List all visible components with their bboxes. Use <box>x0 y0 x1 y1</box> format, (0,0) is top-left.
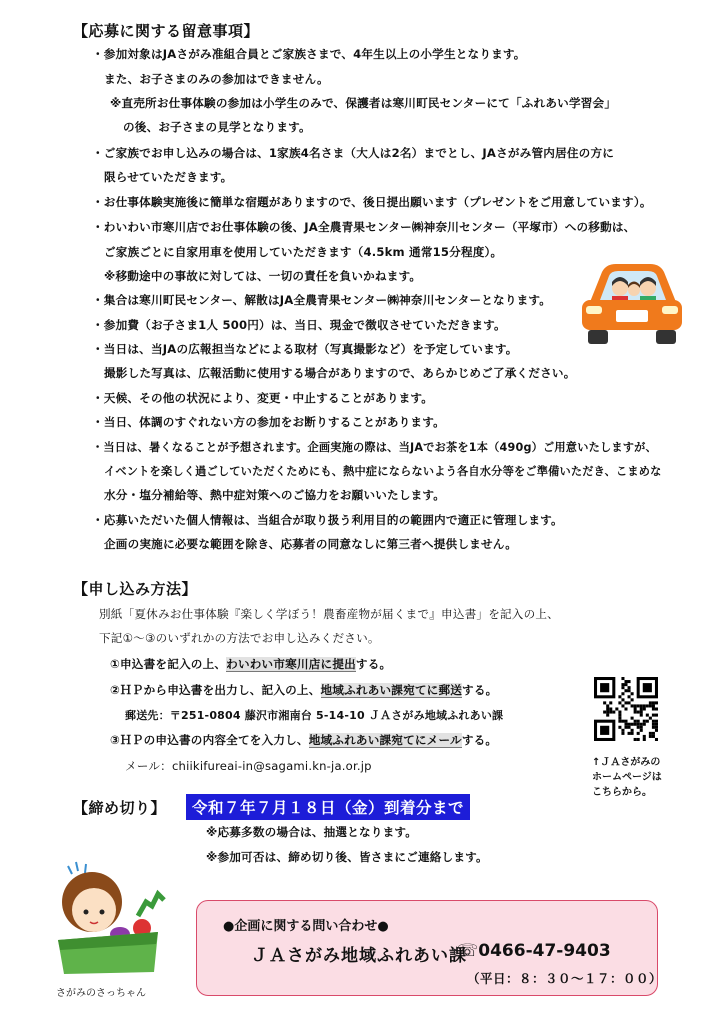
note-line: ※直売所お仕事体験の参加は小学生のみで、保護者は寒川町民センターにて「ふれあい学習会」 <box>110 96 617 110</box>
note-line: ・わいわい市寒川店でお仕事体験の後、JA全農青果センター㈱神奈川センター（平塚市）への移動は、 <box>92 220 636 234</box>
method-1-text: ①申込書を記入の上、 <box>110 657 227 671</box>
apply-heading: 【申し込み方法】 <box>73 580 198 598</box>
deadline-note: ※参加可否は、締め切り後、皆さまにご連絡します。 <box>206 850 488 864</box>
contact-phone[interactable]: ☏0466-47-9403 <box>457 941 611 961</box>
note-line: 撮影した写真は、広報活動に使用する場合がありますので、あらかじめご了承ください。 <box>104 366 576 380</box>
note-line: また、お子さまのみの参加はできません。 <box>104 72 329 86</box>
method-3-text: ③ＨＰの申込書の内容全てを入力し、 <box>110 733 309 747</box>
note-line: ・参加対象はJAさがみ准組合員とご家族さまで、4年生以上の小学生となります。 <box>92 47 526 61</box>
note-line: ・天候、その他の状況により、変更・中止することがあります。 <box>92 391 434 405</box>
contact-box <box>196 900 663 996</box>
apply-intro: 別紙「夏休みお仕事体験『楽しく学ぼう！農畜産物が届くまで』申込書」を記入の上、 <box>99 607 559 621</box>
note-line: ・参加費（お子さま1人 500円）は、当日、現金で徴収させていただきます。 <box>92 318 506 332</box>
note-line: ・ご家族でお申し込みの場合は、1家族4名さま（大人は2名）までとし、JAさがみ管内居住の方に <box>92 146 615 160</box>
apply-intro: 下記①～③のいずれかの方法でお申し込みください。 <box>99 631 380 645</box>
family-car-illustration <box>576 258 688 354</box>
mailing-address: 郵送先：〒251-0804 藤沢市湘南台 5-14-10 ＪＡさがみ地域ふれあい課 <box>125 709 504 722</box>
method-2-text: ②ＨＰから申込書を出力し、記入の上、 <box>110 683 321 697</box>
note-line: の後、お子さまの見学となります。 <box>123 120 311 134</box>
method-3-highlight: 地域ふれあい課宛てにメール <box>308 733 462 747</box>
note-line: ・当日は、当JAの広報担当などによる取材（写真撮影など）を予定しています。 <box>92 342 518 356</box>
qr-caption-line: ↑ＪＡさがみの <box>592 757 661 768</box>
deadline-note: ※応募多数の場合は、抽選となります。 <box>206 825 418 839</box>
contact-title: ●企画に関する問い合わせ● <box>223 919 389 934</box>
note-line: ・集合は寒川町民センター、解散はJA全農青果センター㈱神奈川センターとなります。 <box>92 293 552 307</box>
note-line: 水分・塩分補給等、熱中症対策へのご協力をお願いいたします。 <box>104 488 446 502</box>
note-line: イベントを楽しく過ごしていただくためにも、熱中症にならないよう各自水分等をご準備いただき、こまめな <box>104 465 662 478</box>
note-line: 企画の実施に必要な範囲を除き、応募者の同意なしに第三者へ提供しません。 <box>104 537 518 551</box>
note-line: ・応募いただいた個人情報は、当組合が取り扱う利用目的の範囲内で適正に管理します。 <box>92 513 563 527</box>
method-3 <box>110 732 497 748</box>
contact-department: ＪＡさがみ地域ふれあい課 <box>251 946 467 966</box>
deadline-heading: 【締め切り】 <box>73 799 167 817</box>
note-line: ・お仕事体験実施後に簡単な宿題がありますので、後日提出願います（プレゼントをご用意しています）。 <box>92 195 652 209</box>
method-2-suffix: する。 <box>462 683 498 697</box>
deadline-date: 令和７年７月１８日（金）到着分まで <box>186 794 470 820</box>
method-2-highlight: 地域ふれあい課宛てに郵送 <box>320 683 463 697</box>
method-3-suffix: する。 <box>461 733 498 747</box>
qr-caption <box>592 755 662 800</box>
note-line: ※移動途中の事故に対しては、一切の責任を負いかねます。 <box>104 269 422 283</box>
note-line: ・当日、体調のすぐれない方の参加をお断りすることがあります。 <box>92 415 445 429</box>
notes-heading: 【応募に関する留意事項】 <box>73 22 260 40</box>
mascot-name: さがみのさっちゃん <box>56 988 146 999</box>
note-line: 限らせていただきます。 <box>104 170 233 184</box>
qr-caption-line: ホームページは <box>592 772 662 783</box>
method-2 <box>110 682 497 698</box>
contact-hours: （平日：８：３０～１７：００） <box>467 971 663 986</box>
method-1-highlight: わいわい市寒川店に提出 <box>226 657 356 671</box>
qr-code-icon[interactable] <box>594 677 658 741</box>
note-line: ・当日は、暑くなることが予想されます。企画実施の際は、当JAでお茶を1本（490g）ご用意いたしますが、 <box>92 441 657 454</box>
method-1 <box>110 656 391 672</box>
qr-caption-line: こちらから。 <box>592 787 652 798</box>
email-address: メール：chiikifureai-in@sagami.kn-ja.or.jp <box>125 759 372 773</box>
note-line: ご家族ごとに自家用車を使用していただきます（4.5km 通常15分程度）。 <box>104 245 503 259</box>
method-1-suffix: する。 <box>355 657 392 671</box>
mascot-illustration <box>46 860 176 978</box>
